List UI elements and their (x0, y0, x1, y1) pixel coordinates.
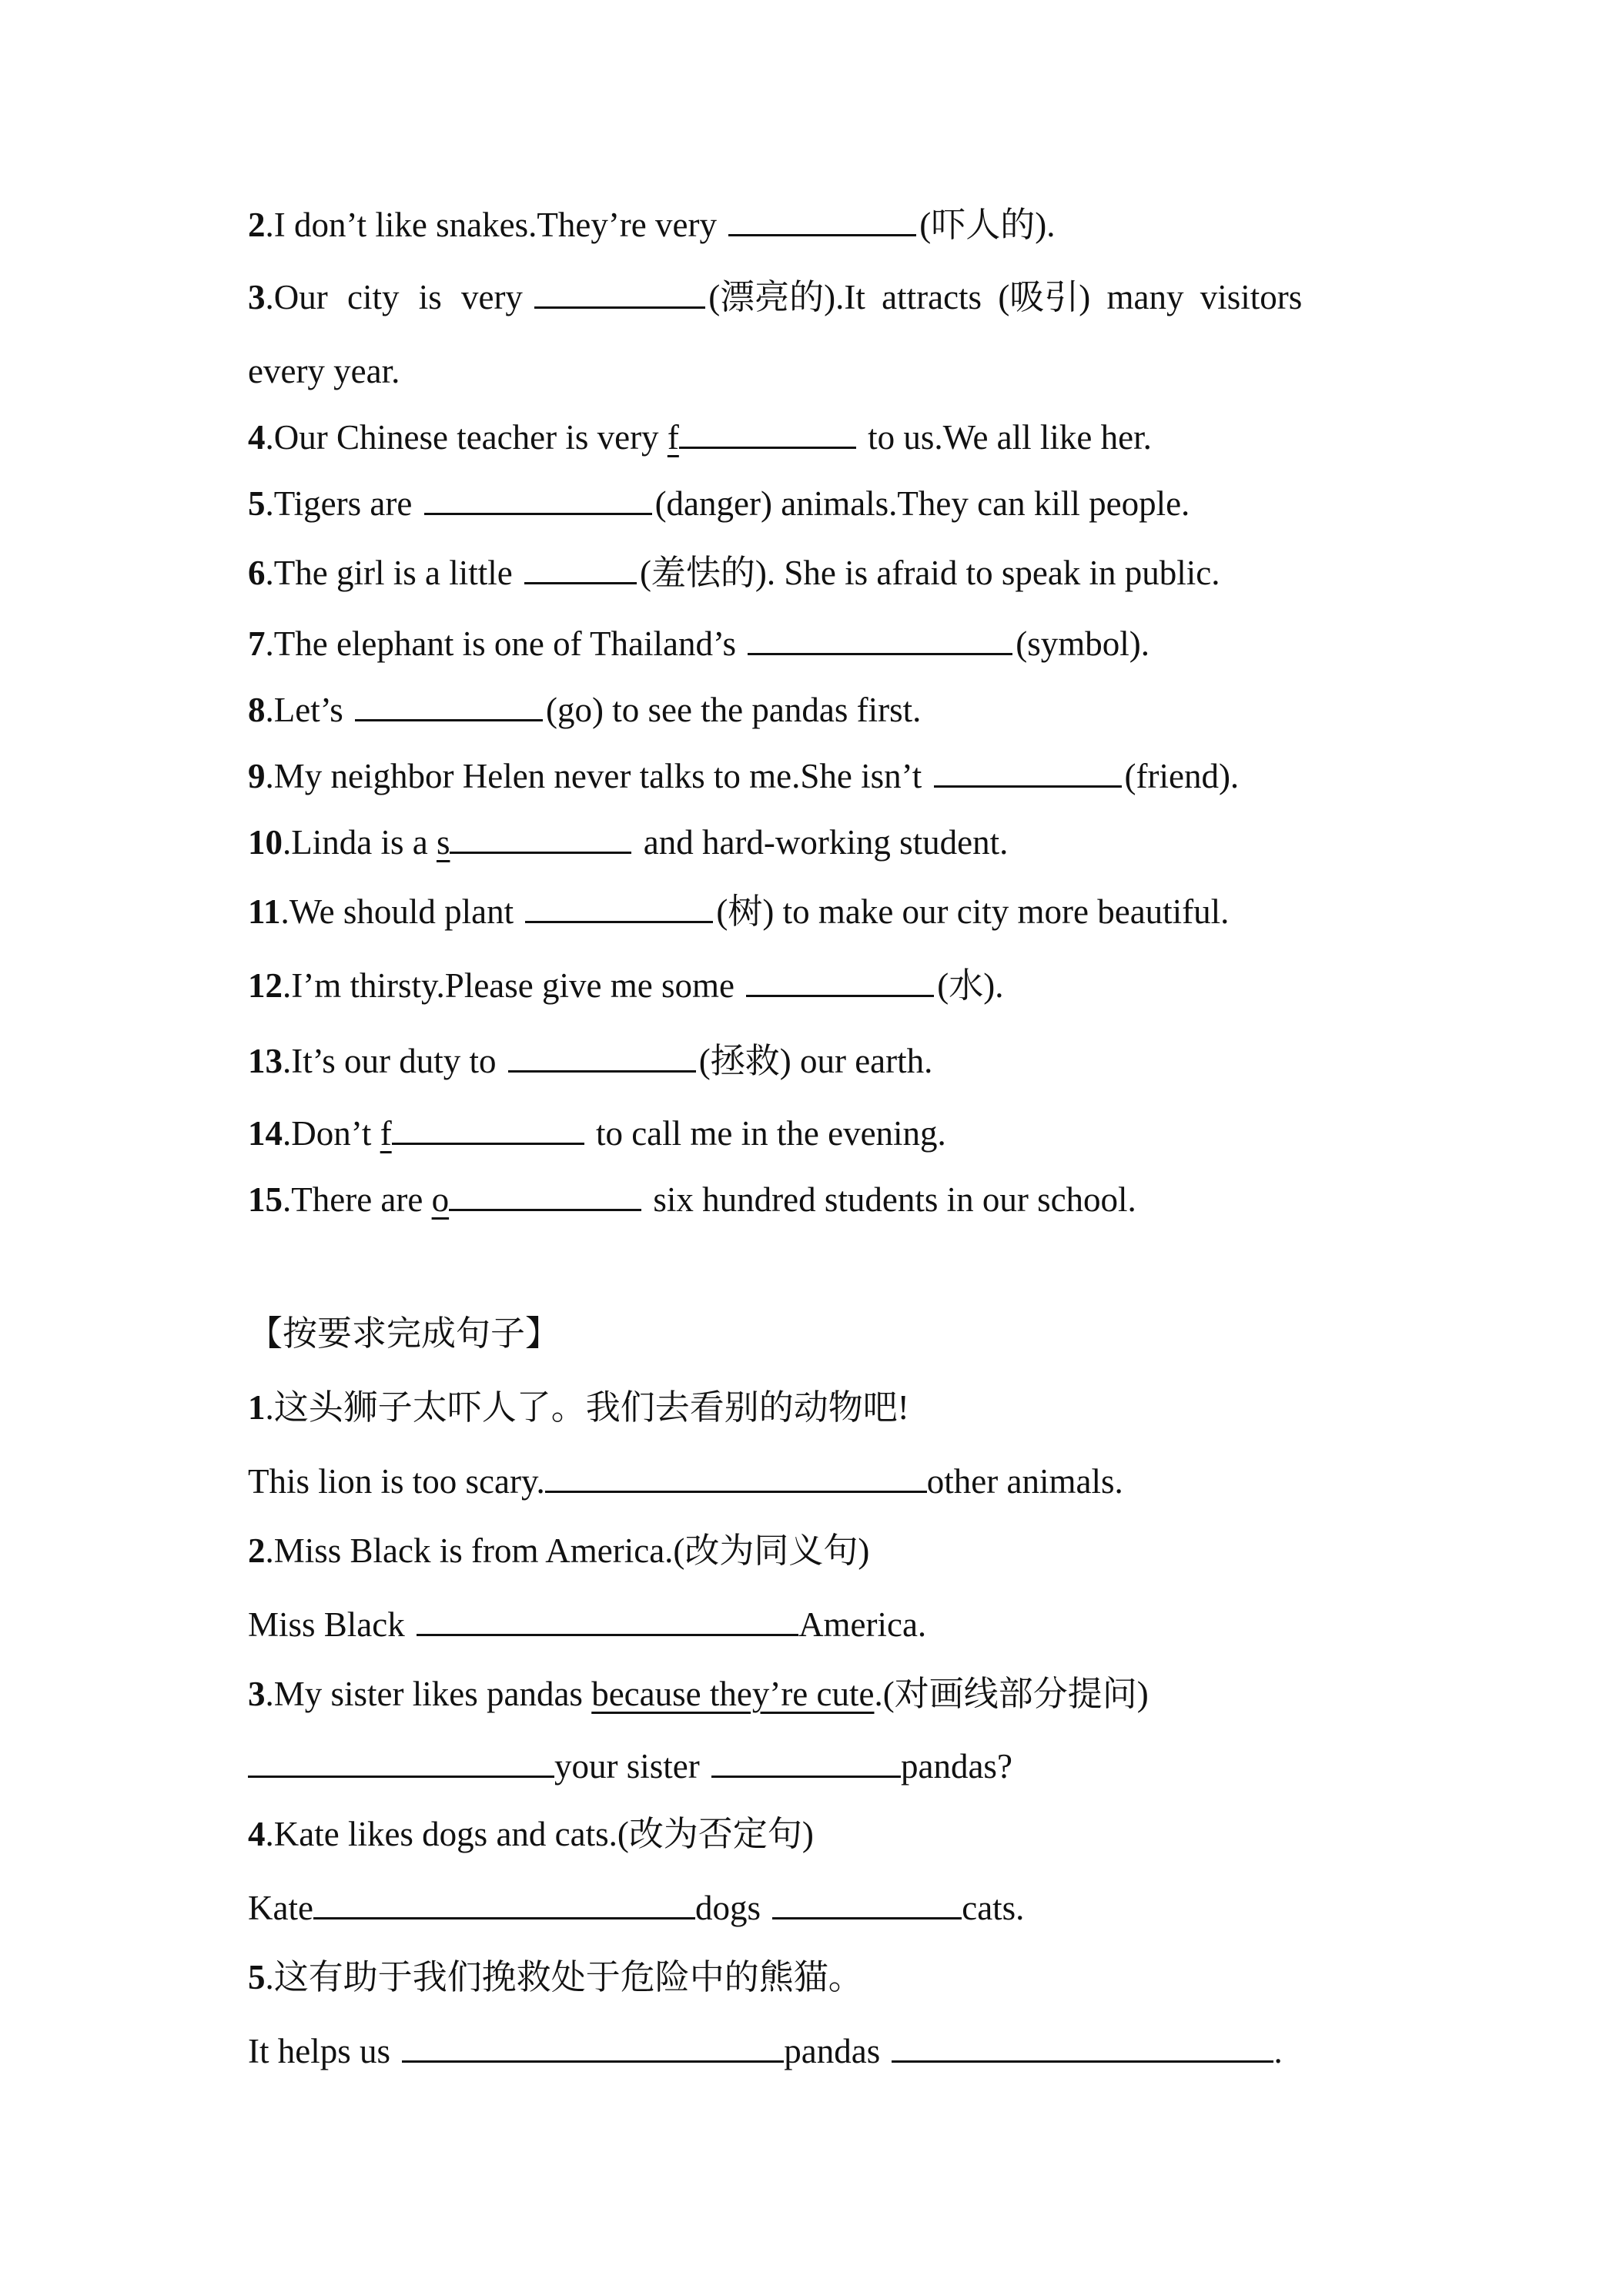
exercise-5 (248, 480, 1190, 527)
answer-blank[interactable] (728, 203, 916, 236)
answer-blank[interactable] (679, 416, 856, 449)
answer-text: dogs (694, 1889, 761, 1927)
exercise-hint: (羞怯的). She is afraid to speak in public. (639, 554, 1220, 592)
exercise-number: 5 (248, 484, 266, 523)
exercise-number: 10 (248, 823, 283, 862)
exercise-3 (248, 274, 1302, 320)
exercise-text: to call me in the evening. (595, 1114, 946, 1153)
exercise-text: .I don’t like snakes.They’re very (265, 206, 717, 244)
sentence-3-answer (248, 1743, 1012, 1789)
exercise-number: 9 (248, 757, 266, 795)
answer-blank[interactable] (402, 2030, 784, 2063)
exercise-text: to us.We all like her. (868, 418, 1152, 457)
exercise-text: .Let’s (265, 691, 343, 729)
exercise-3-continued (248, 348, 400, 394)
question-text: .这有助于我们挽救处于危险中的熊猫。 (265, 1958, 863, 1996)
exercise-15 (248, 1176, 1136, 1223)
exercise-11 (248, 889, 1229, 935)
sentence-4-answer (248, 1885, 1024, 1931)
initial-letter: o (431, 1180, 450, 1219)
answer-text: your sister (554, 1747, 700, 1786)
exercise-hint: (吓人的). (919, 206, 1056, 244)
exercise-number: 15 (248, 1180, 283, 1219)
answer-blank[interactable] (748, 622, 1012, 655)
answer-blank[interactable] (524, 551, 637, 584)
exercise-text: .Our Chinese teacher is very (265, 418, 659, 457)
exercise-text: .The elephant is one of Thailand’s (265, 624, 736, 663)
exercise-text: every year. (248, 352, 400, 390)
exercise-number: 13 (248, 1042, 283, 1080)
section-title: 【按要求完成句子】 (248, 1314, 561, 1353)
exercise-number: 14 (248, 1114, 283, 1153)
answer-blank[interactable] (248, 1745, 554, 1778)
answer-blank[interactable] (746, 964, 934, 997)
answer-text: This lion is too scary. (248, 1462, 545, 1501)
answer-blank[interactable] (424, 482, 652, 515)
exercise-number: 3 (248, 278, 266, 316)
exercise-12 (248, 962, 1003, 1009)
answer-blank[interactable] (711, 1745, 901, 1778)
exercise-4 (248, 414, 1152, 460)
exercise-hint: (go) to see the pandas first. (545, 691, 922, 729)
exercise-text: .Tigers are (265, 484, 413, 523)
exercise-number: 6 (248, 554, 266, 592)
question-text: .Miss Black is from America.(改为同义句) (265, 1531, 870, 1570)
answer-text: other animals. (926, 1462, 1123, 1501)
sentence-3-prompt (248, 1671, 1149, 1717)
exercise-text: .It’s our duty to (283, 1042, 497, 1080)
exercise-number: 7 (248, 624, 266, 663)
initial-letter: f (667, 418, 679, 457)
sentence-1-answer (248, 1458, 1123, 1504)
initial-letter: s (436, 823, 450, 862)
answer-blank[interactable] (934, 755, 1122, 788)
answer-text: pandas? (900, 1747, 1012, 1786)
answer-text: It helps us (248, 2032, 390, 2070)
sentence-1-prompt (248, 1384, 909, 1431)
answer-blank[interactable] (508, 1039, 696, 1073)
exercise-10 (248, 819, 1008, 865)
exercise-2 (248, 202, 1055, 248)
answer-blank[interactable] (525, 890, 713, 923)
sentence-2-answer (248, 1602, 926, 1648)
exercise-hint: (水). (937, 966, 1004, 1005)
exercise-number: 11 (248, 892, 281, 931)
answer-blank[interactable] (534, 276, 705, 309)
answer-text: cats. (962, 1889, 1025, 1927)
exercise-text: .My neighbor Helen never talks to me.She isn’t (265, 757, 922, 795)
sentence-5-answer (248, 2028, 1283, 2074)
exercise-8 (248, 687, 921, 733)
answer-blank[interactable] (313, 1886, 695, 1919)
answer-text: America. (798, 1605, 927, 1644)
question-number: 3 (248, 1675, 266, 1713)
exercise-text: .Our city is very (265, 278, 523, 316)
sentence-5-prompt (248, 1954, 863, 2000)
answer-blank[interactable] (392, 1112, 584, 1145)
answer-blank[interactable] (892, 2030, 1273, 2063)
question-number: 2 (248, 1531, 266, 1570)
answer-blank[interactable] (449, 1178, 641, 1211)
exercise-number: 4 (248, 418, 266, 457)
question-text: .(对画线部分提问) (874, 1675, 1149, 1713)
exercise-7 (248, 621, 1149, 667)
exercise-9 (248, 753, 1239, 799)
exercise-hint: (friend). (1124, 757, 1240, 795)
exercise-number: 8 (248, 691, 266, 729)
question-number: 4 (248, 1815, 266, 1853)
exercise-hint: (树) to make our city more beautiful. (716, 892, 1230, 931)
sentence-4-prompt (248, 1811, 814, 1857)
exercise-13 (248, 1038, 932, 1084)
exercise-text: six hundred students in our school. (653, 1180, 1136, 1219)
sentence-2-prompt (248, 1528, 869, 1574)
underlined-phrase: because they’re cute (591, 1675, 875, 1713)
answer-blank[interactable] (355, 688, 543, 721)
answer-text: pandas (784, 2032, 881, 2070)
exercise-hint: (danger) animals.They can kill people. (654, 484, 1190, 523)
exercise-text: .I’m thirsty.Please give me some (283, 966, 735, 1005)
exercise-text: .Linda is a (283, 823, 428, 862)
exercise-text: .Don’t (283, 1114, 372, 1153)
question-number: 5 (248, 1958, 266, 1996)
answer-text: . (1273, 2032, 1283, 2070)
question-text: .这头狮子太吓人了。我们去看别的动物吧! (265, 1388, 909, 1427)
question-text: .Kate likes dogs and cats.(改为否定句) (265, 1815, 814, 1853)
exercise-text: and hard-working student. (643, 823, 1009, 862)
answer-blank[interactable] (772, 1886, 962, 1919)
exercise-number: 2 (248, 206, 266, 244)
exercise-14 (248, 1110, 946, 1156)
answer-text: Miss Black (248, 1605, 405, 1644)
answer-blank[interactable] (450, 821, 631, 854)
question-number: 1 (248, 1388, 266, 1427)
exercise-text: .There are (283, 1180, 423, 1219)
exercise-6 (248, 550, 1220, 596)
exercise-hint: (拯救) our earth. (698, 1042, 933, 1080)
answer-text: Kate (248, 1889, 313, 1927)
answer-blank[interactable] (417, 1603, 798, 1636)
initial-letter: f (380, 1114, 392, 1153)
exercise-text: .The girl is a little (265, 554, 513, 592)
question-text: .My sister likes pandas (265, 1675, 583, 1713)
exercise-text: .We should plant (280, 892, 514, 931)
exercise-hint: (symbol). (1016, 624, 1149, 663)
exercise-hint: (漂亮的).It attracts (吸引) many visitors (708, 278, 1303, 316)
answer-blank[interactable] (545, 1460, 927, 1493)
exercise-number: 12 (248, 966, 283, 1005)
